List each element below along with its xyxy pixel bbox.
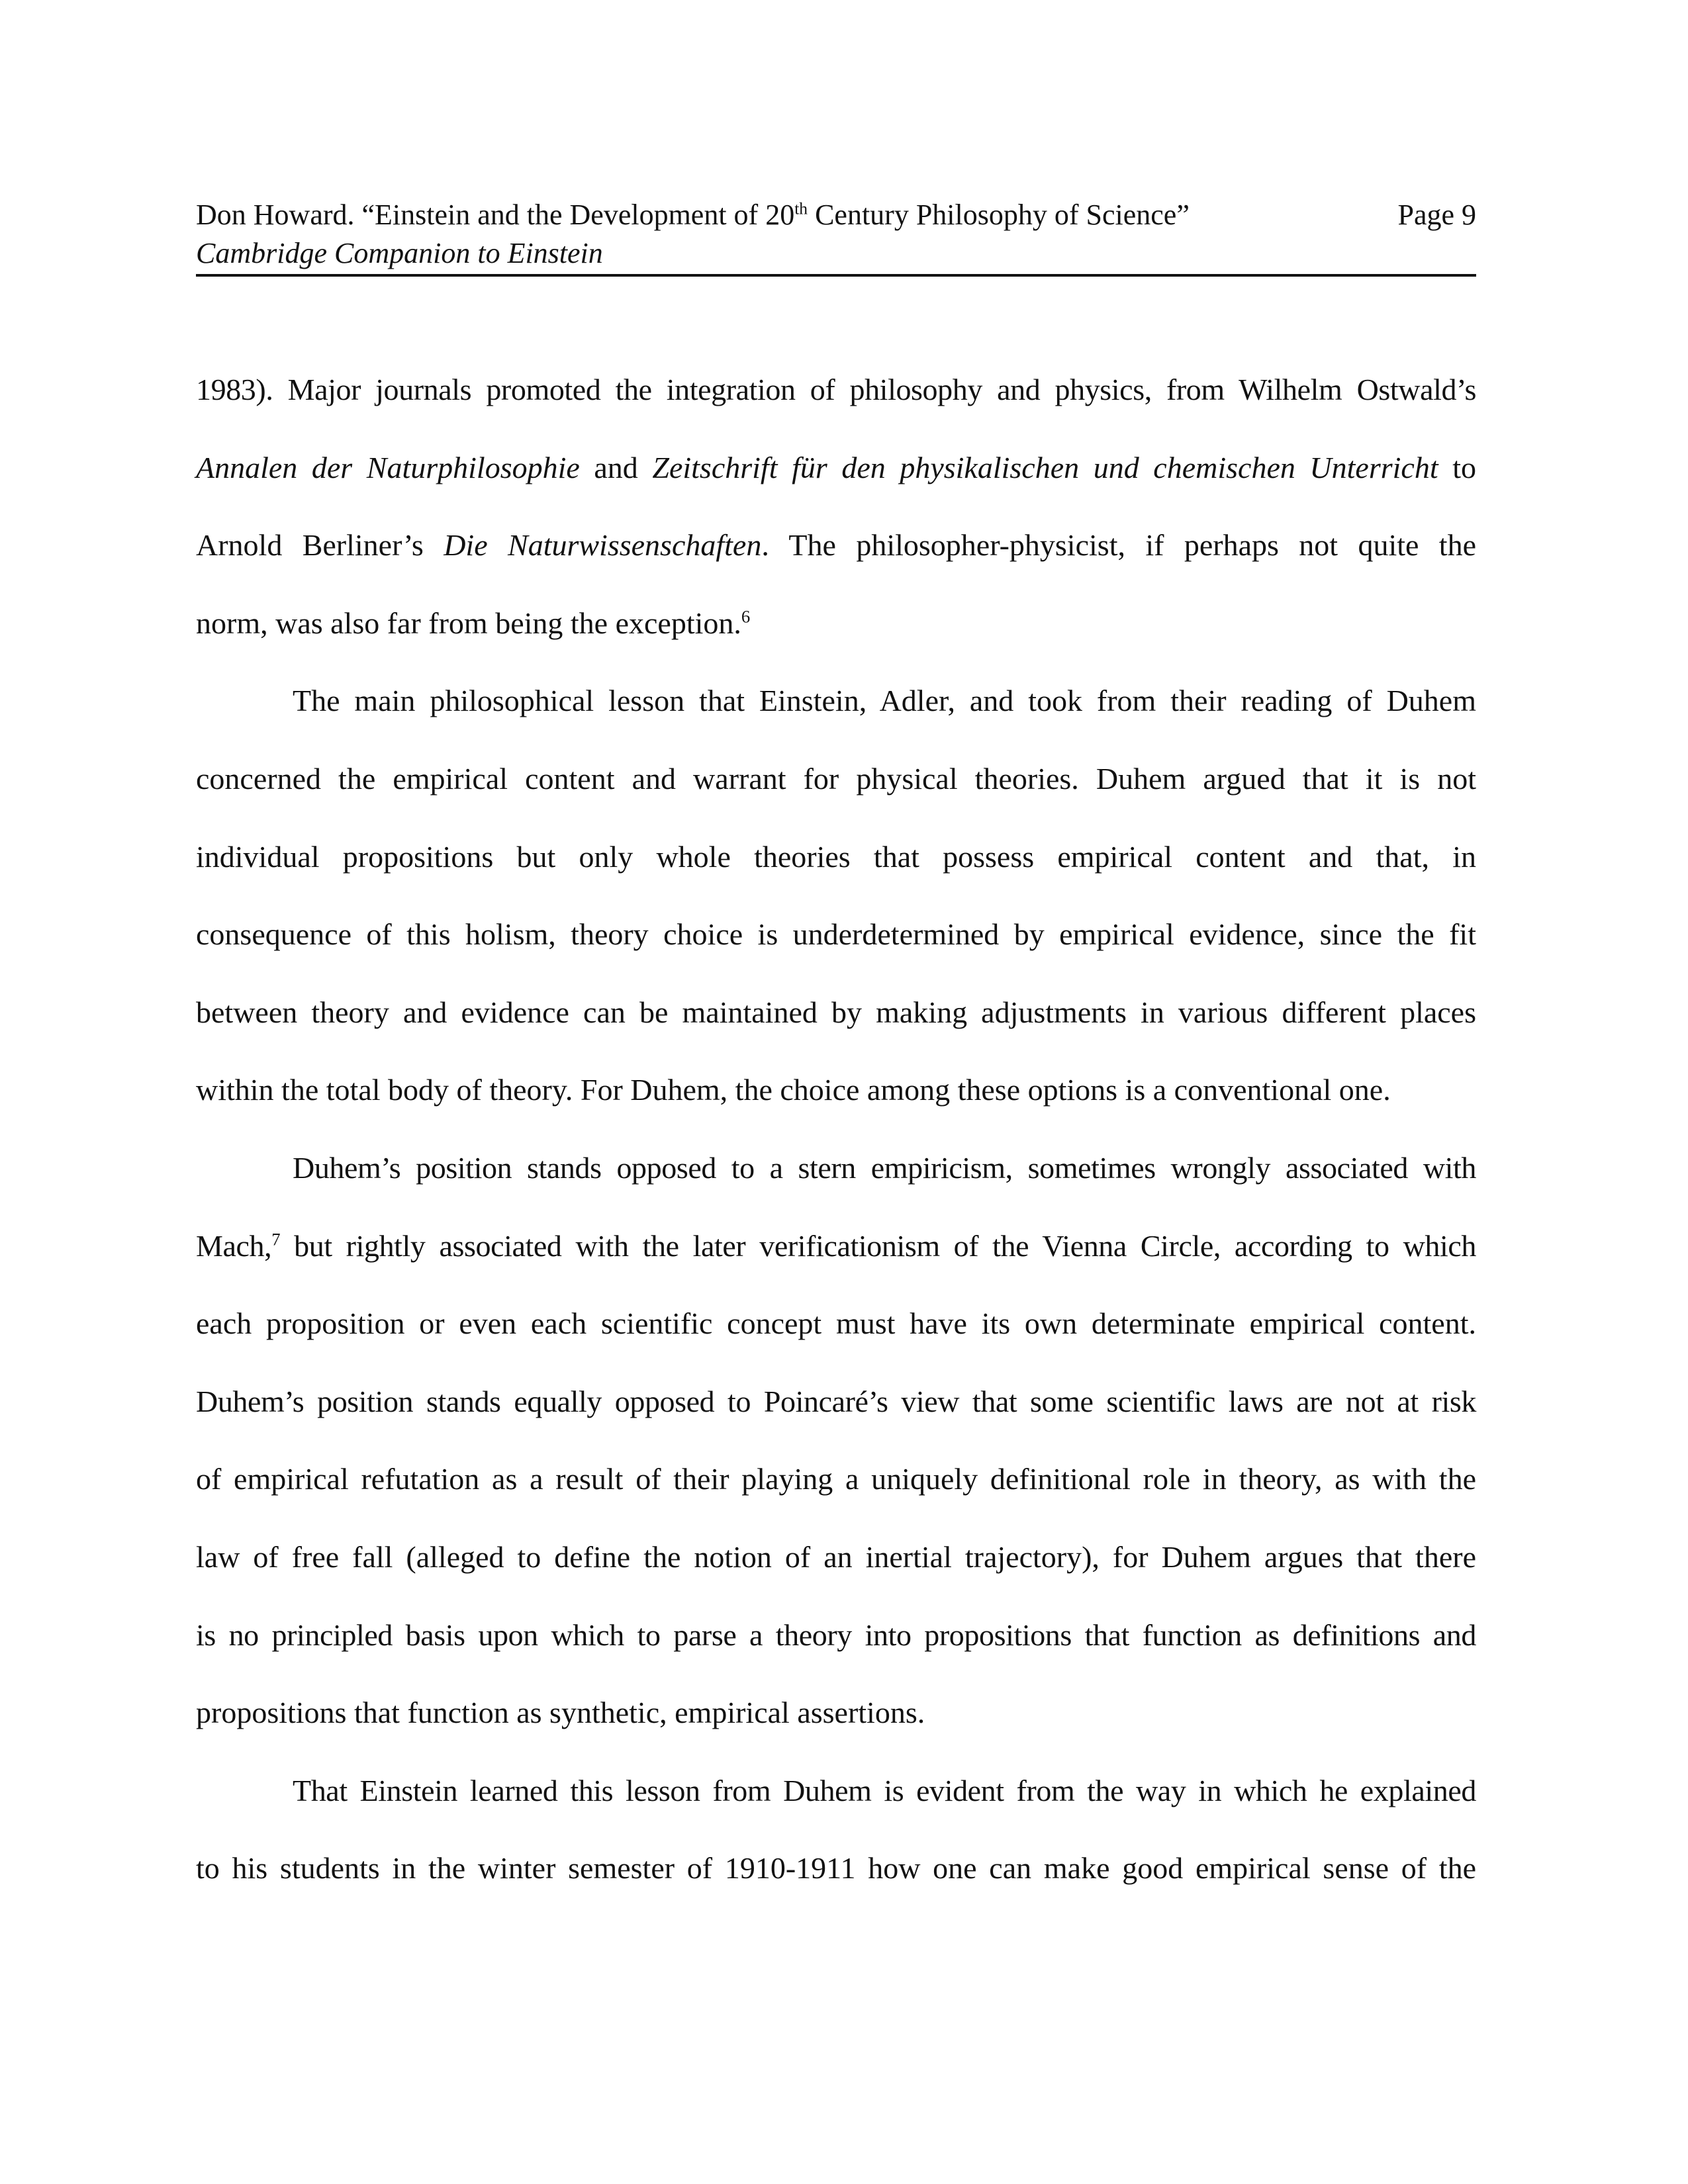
- header-title-row: [196, 196, 1476, 234]
- text-line: law of free fall (alleged to define the notion of an inertial trajectory), for Duhem argues that there: [196, 1539, 1476, 1574]
- footnote-marker: 7: [271, 1229, 281, 1250]
- journal-title: Annalen der Naturphilosophie: [196, 450, 580, 484]
- header-citation-superscript: th: [794, 199, 808, 218]
- paragraph-first-line: That Einstein learned this lesson from Duhem is evident from the way in which he explained: [293, 1773, 1476, 1807]
- journal-title: Zeitschrift für den physikalischen und chemischen Unterricht: [652, 450, 1438, 484]
- running-header: [196, 196, 1476, 277]
- footnote-marker: 6: [741, 606, 751, 627]
- text-line: propositions that function as synthetic, empirical assertions.: [196, 1696, 925, 1730]
- header-citation: [196, 196, 1190, 234]
- header-book-title: Cambridge Companion to Einstein: [196, 237, 603, 269]
- header-citation-part1: Don Howard. “Einstein and the Development of 20: [196, 199, 795, 231]
- text-line: Mach,$^7$ but rightly associated with the later verificationism of the Vienna Circle, according to which: [196, 1228, 1476, 1263]
- text-line: of empirical refutation as a result of their playing a uniquely definitional role in theory, as with the: [196, 1462, 1476, 1496]
- journal-title: Die Naturwissenschaften: [444, 528, 762, 563]
- text-line: norm, was also far from being the exception.$^6$: [196, 606, 751, 640]
- text-line: between theory and evidence can be maintained by making adjustments in various different places: [196, 995, 1476, 1029]
- text-line: is no principled basis upon which to parse a theory into propositions that function as definitions and: [196, 1617, 1476, 1652]
- text-line: 1983). Major journals promoted the integration of philosophy and physics, from Wilhelm Ostwald’s: [196, 373, 1476, 406]
- text-line: concerned the empirical content and warrant for physical theories. Duhem argued that it is not: [196, 761, 1476, 796]
- text-line: individual propositions but only whole theories that possess empirical content and that, in: [196, 839, 1476, 874]
- text-line: Arnold Berliner’s Die Naturwissenschaften. The philosopher-physicist, if perhaps not quite the: [196, 528, 1477, 563]
- text-line: consequence of this holism, theory choice is underdetermined by empirical evidence, since the fit: [196, 917, 1476, 952]
- body-text: [196, 351, 1476, 1907]
- text-line: Annalen der Naturphilosophie and Zeitschrift für den physikalischen und chemischen Unterricht to: [196, 450, 1476, 484]
- text-line: to his students in the winter semester of 1910-1911 how one can make good empirical sense of the: [196, 1851, 1476, 1886]
- page-number: Page 9: [1397, 199, 1476, 231]
- text-line: within the total body of theory. For Duhem, the choice among these options is a conventional one.: [196, 1073, 1391, 1107]
- paragraph-first-line: The main philosophical lesson that Einstein, Adler, and took from their reading of Duhem: [293, 684, 1476, 718]
- paragraph-first-line: Duhem’s position stands opposed to a stern empiricism, sometimes wrongly associated with: [293, 1150, 1476, 1185]
- text-line: each proposition or even each scientific concept must have its own determinate empirical content.: [196, 1306, 1476, 1341]
- text-line: Duhem’s position stands equally opposed to Poincaré’s view that some scientific laws are not at risk: [196, 1384, 1476, 1418]
- header-citation-part2: Century Philosophy of Science”: [808, 199, 1190, 231]
